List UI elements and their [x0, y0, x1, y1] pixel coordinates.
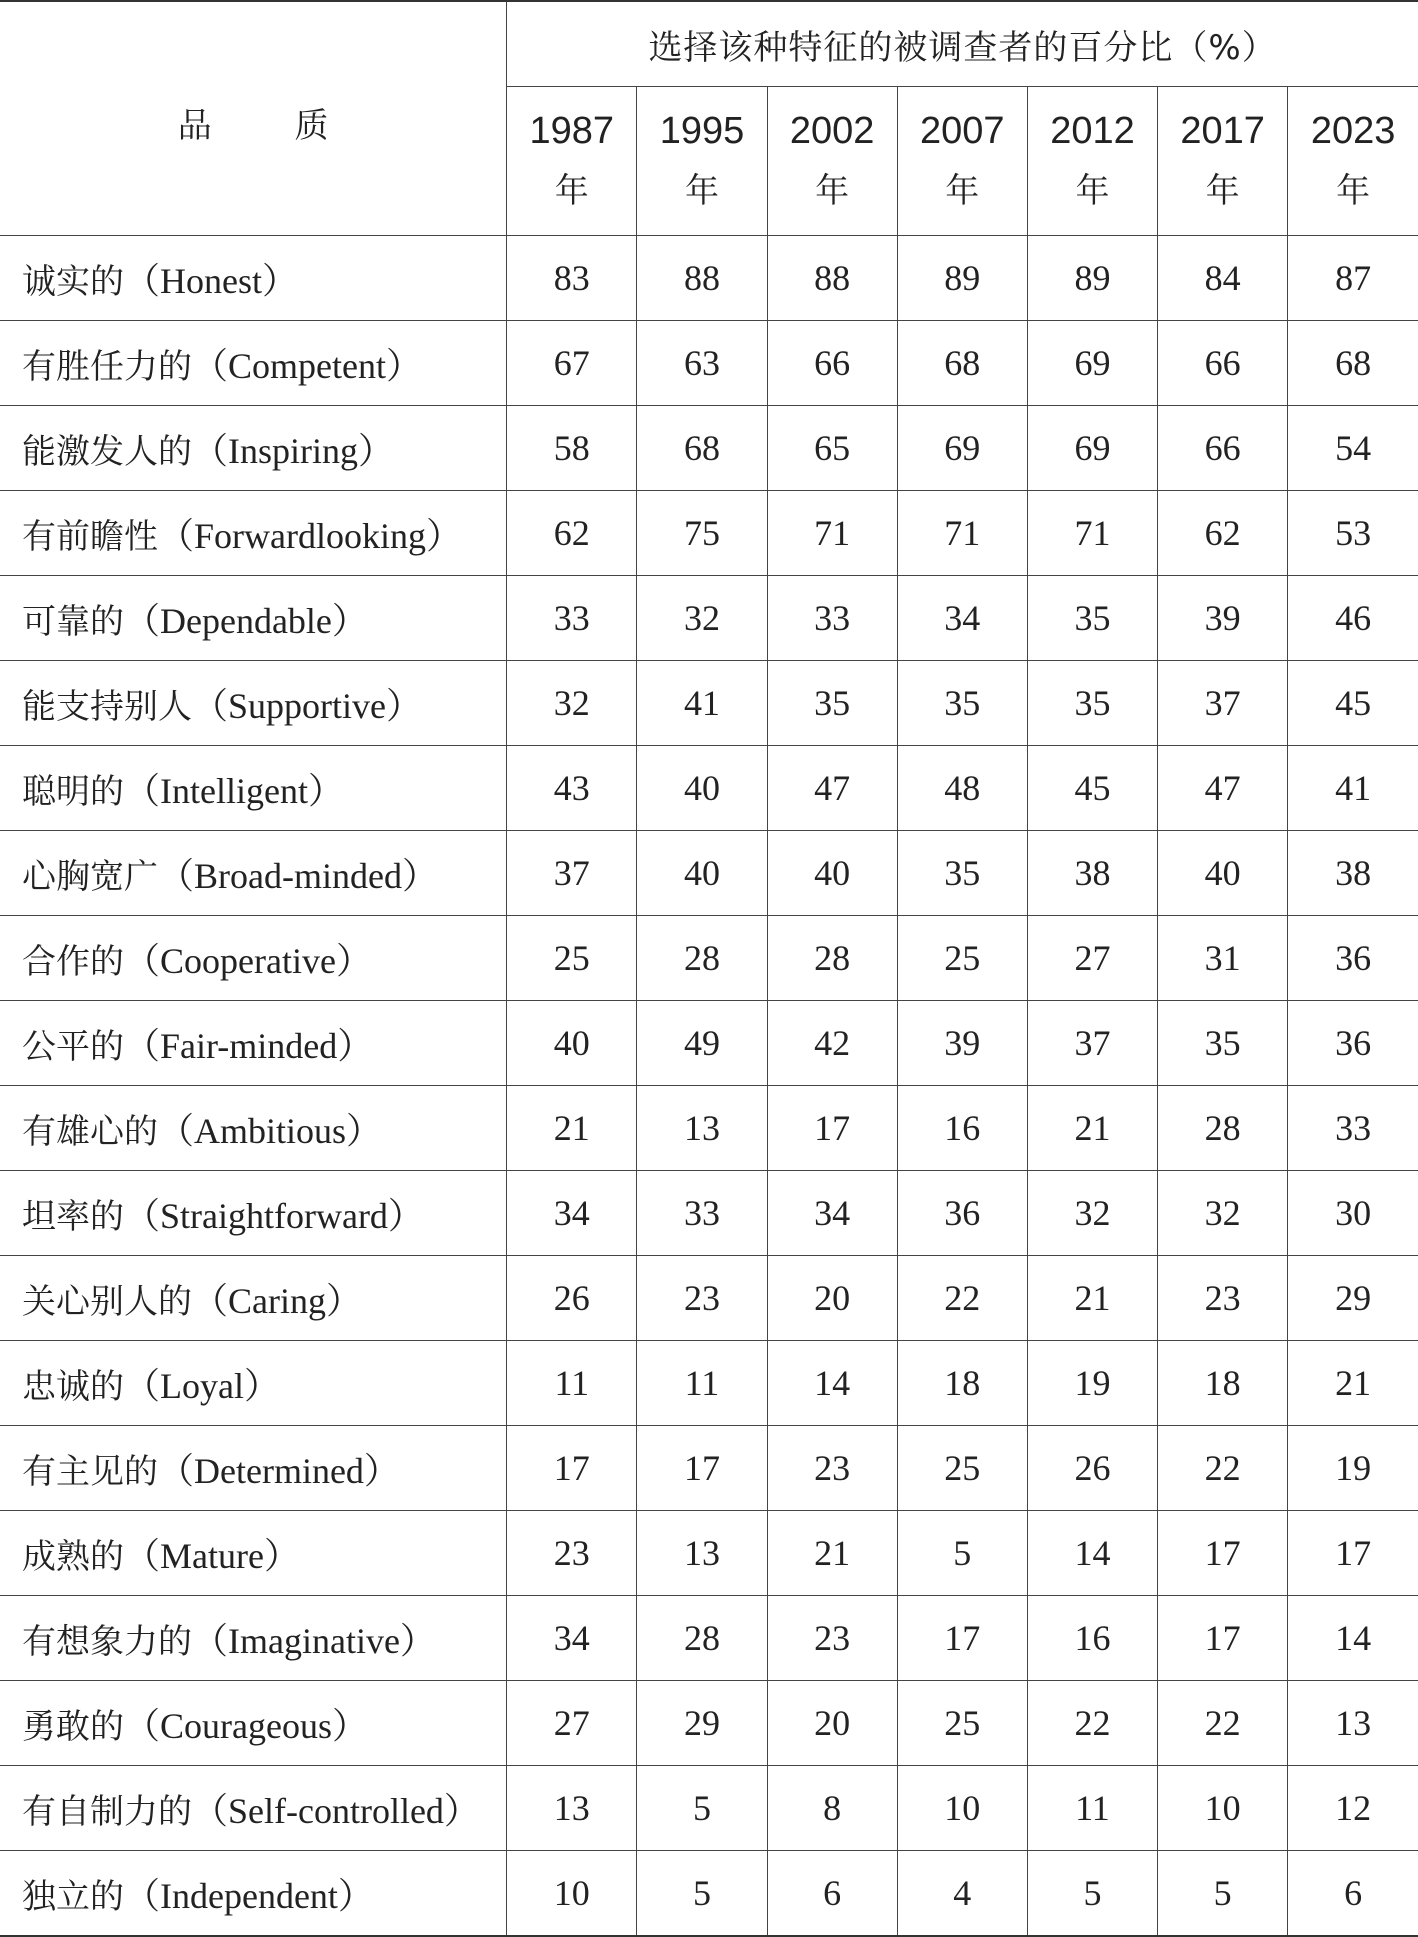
percentage-cell-2017: 37 [1158, 661, 1288, 746]
table-row [0, 1341, 1418, 1426]
table-row [0, 661, 1418, 746]
percentage-cell-2012: 69 [1027, 321, 1157, 406]
percentage-cell-2023: 12 [1288, 1766, 1418, 1851]
year-column-header-2023 [1288, 87, 1418, 236]
percentage-cell-2023: 87 [1288, 236, 1418, 321]
year-number: 1987 [529, 110, 615, 152]
quality-chinese-name: 关心别人的 [22, 1281, 192, 1322]
percentage-cell-2017: 10 [1158, 1766, 1288, 1851]
quality-english-name: （Fair-minded） [124, 1025, 374, 1066]
percentage-cell-2002: 66 [767, 321, 897, 406]
quality-chinese-name: 有想象力的 [22, 1621, 192, 1662]
percentage-cell-1995: 5 [637, 1851, 767, 1937]
percentage-cell-2023: 13 [1288, 1681, 1418, 1766]
percentage-cell-2007: 16 [897, 1086, 1027, 1171]
year-number: 2012 [1050, 110, 1135, 152]
percentage-cell-1995: 28 [637, 916, 767, 1001]
table-row [0, 236, 1418, 321]
percentage-cell-2002: 6 [767, 1851, 897, 1937]
table-row [0, 491, 1418, 576]
percentage-cell-2007: 35 [897, 831, 1027, 916]
table-row [0, 576, 1418, 661]
percentage-cell-1987: 13 [507, 1766, 637, 1851]
year-unit: 年 [815, 171, 850, 211]
percentage-cell-2023: 33 [1288, 1086, 1418, 1171]
quality-english-name: （Inspiring） [192, 430, 394, 471]
percentage-cell-1987: 33 [507, 576, 637, 661]
percentage-cell-2017: 5 [1158, 1851, 1288, 1937]
percentage-cell-2017: 32 [1158, 1171, 1288, 1256]
percentage-cell-2012: 26 [1027, 1426, 1157, 1511]
percentage-cell-2002: 20 [767, 1681, 897, 1766]
percentage-cell-2023: 36 [1288, 916, 1418, 1001]
percentage-cell-2002: 28 [767, 916, 897, 1001]
year-column-header-2002 [767, 87, 897, 236]
percentage-cell-2017: 22 [1158, 1426, 1288, 1511]
percentage-cell-1987: 43 [507, 746, 637, 831]
percentage-cell-2017: 23 [1158, 1256, 1288, 1341]
percentage-cell-2012: 35 [1027, 576, 1157, 661]
percentage-cell-1987: 58 [507, 406, 637, 491]
percentage-cell-1995: 40 [637, 831, 767, 916]
percentage-cell-2017: 40 [1158, 831, 1288, 916]
percentage-cell-1987: 21 [507, 1086, 637, 1171]
percentage-cell-1987: 40 [507, 1001, 637, 1086]
percentage-cell-2023: 19 [1288, 1426, 1418, 1511]
quality-english-name: （Independent） [124, 1875, 374, 1916]
table-row [0, 1086, 1418, 1171]
percentage-cell-1987: 67 [507, 321, 637, 406]
percentage-cell-1987: 34 [507, 1596, 637, 1681]
percentage-cell-2007: 4 [897, 1851, 1027, 1937]
percentage-cell-1995: 17 [637, 1426, 767, 1511]
quality-english-name: （Cooperative） [124, 940, 372, 981]
quality-cell [0, 1851, 507, 1937]
year-column-header-1987 [507, 87, 637, 236]
percentage-cell-2007: 22 [897, 1256, 1027, 1341]
quality-chinese-name: 有自制力的 [22, 1791, 192, 1832]
percentage-cell-2017: 66 [1158, 321, 1288, 406]
year-unit: 年 [1205, 171, 1240, 211]
percentage-cell-2007: 34 [897, 576, 1027, 661]
percentage-cell-1987: 32 [507, 661, 637, 746]
percentage-cell-1995: 13 [637, 1086, 767, 1171]
year-number: 2017 [1180, 110, 1265, 152]
percentage-cell-1987: 37 [507, 831, 637, 916]
table-row [0, 1766, 1418, 1851]
percentage-cell-2023: 54 [1288, 406, 1418, 491]
percentage-cell-2012: 19 [1027, 1341, 1157, 1426]
table-row [0, 1171, 1418, 1256]
year-column-header-1995 [637, 87, 767, 236]
percentage-cell-2017: 18 [1158, 1341, 1288, 1426]
quality-chinese-name: 有雄心的 [22, 1111, 158, 1152]
percentage-group-header: 选择该种特征的被调查者的百分比（%） [507, 1, 1418, 87]
percentage-cell-1995: 23 [637, 1256, 767, 1341]
percentage-cell-1987: 10 [507, 1851, 637, 1937]
quality-english-name: （Courageous） [124, 1705, 368, 1746]
quality-cell [0, 321, 507, 406]
percentage-cell-2012: 38 [1027, 831, 1157, 916]
percentage-cell-2012: 45 [1027, 746, 1157, 831]
percentage-cell-1995: 28 [637, 1596, 767, 1681]
percentage-cell-2007: 18 [897, 1341, 1027, 1426]
percentage-cell-2017: 47 [1158, 746, 1288, 831]
quality-chinese-name: 勇敢的 [22, 1706, 124, 1747]
quality-chinese-name: 有胜任力的 [22, 346, 192, 387]
percentage-cell-2012: 21 [1027, 1256, 1157, 1341]
percentage-cell-1987: 83 [507, 236, 637, 321]
percentage-cell-1995: 40 [637, 746, 767, 831]
quality-chinese-name: 成熟的 [22, 1536, 124, 1577]
percentage-cell-2012: 11 [1027, 1766, 1157, 1851]
table-row [0, 1681, 1418, 1766]
percentage-cell-2002: 42 [767, 1001, 897, 1086]
percentage-cell-2012: 22 [1027, 1681, 1157, 1766]
percentage-cell-2023: 53 [1288, 491, 1418, 576]
quality-column-label: 品 质 [177, 106, 365, 146]
percentage-cell-1995: 75 [637, 491, 767, 576]
quality-cell [0, 236, 507, 321]
table-body [0, 236, 1418, 1937]
quality-english-name: （Forwardlooking） [158, 515, 462, 556]
quality-english-name: （Loyal） [124, 1365, 280, 1406]
percentage-cell-2002: 17 [767, 1086, 897, 1171]
percentage-cell-2017: 62 [1158, 491, 1288, 576]
percentage-cell-1995: 49 [637, 1001, 767, 1086]
percentage-cell-2007: 71 [897, 491, 1027, 576]
percentage-cell-2007: 89 [897, 236, 1027, 321]
percentage-cell-1987: 27 [507, 1681, 637, 1766]
quality-cell [0, 746, 507, 831]
percentage-cell-1995: 63 [637, 321, 767, 406]
quality-chinese-name: 坦率的 [22, 1196, 124, 1237]
percentage-cell-1987: 25 [507, 916, 637, 1001]
percentage-cell-2007: 25 [897, 1681, 1027, 1766]
table-row [0, 321, 1418, 406]
year-unit: 年 [1336, 171, 1371, 211]
percentage-cell-2002: 88 [767, 236, 897, 321]
table-row [0, 1851, 1418, 1937]
quality-chinese-name: 聪明的 [22, 771, 124, 812]
table-row [0, 1256, 1418, 1341]
percentage-cell-2023: 41 [1288, 746, 1418, 831]
percentage-cell-2007: 39 [897, 1001, 1027, 1086]
percentage-cell-1995: 33 [637, 1171, 767, 1256]
quality-english-name: （Dependable） [124, 600, 368, 641]
year-unit: 年 [684, 171, 719, 211]
year-unit: 年 [554, 171, 589, 211]
percentage-cell-2012: 14 [1027, 1511, 1157, 1596]
year-number: 2007 [920, 110, 1005, 152]
quality-chinese-name: 有前瞻性 [22, 516, 158, 557]
quality-cell [0, 916, 507, 1001]
percentage-cell-2002: 47 [767, 746, 897, 831]
year-number: 1995 [659, 110, 745, 152]
percentage-cell-2002: 20 [767, 1256, 897, 1341]
table-row [0, 1426, 1418, 1511]
percentage-cell-2017: 39 [1158, 576, 1288, 661]
percentage-cell-2002: 65 [767, 406, 897, 491]
percentage-cell-2007: 69 [897, 406, 1027, 491]
percentage-cell-2002: 35 [767, 661, 897, 746]
percentage-cell-2007: 25 [897, 1426, 1027, 1511]
table-row [0, 1001, 1418, 1086]
quality-chinese-name: 公平的 [22, 1026, 124, 1067]
percentage-cell-1987: 17 [507, 1426, 637, 1511]
percentage-cell-2023: 21 [1288, 1341, 1418, 1426]
percentage-cell-2023: 30 [1288, 1171, 1418, 1256]
percentage-cell-1987: 26 [507, 1256, 637, 1341]
table-row [0, 1511, 1418, 1596]
percentage-cell-2017: 66 [1158, 406, 1288, 491]
quality-cell [0, 1596, 507, 1681]
quality-english-name: （Ambitious） [158, 1110, 383, 1151]
percentage-cell-2002: 8 [767, 1766, 897, 1851]
quality-chinese-name: 独立的 [22, 1876, 124, 1917]
percentage-cell-2023: 45 [1288, 661, 1418, 746]
quality-cell [0, 1256, 507, 1341]
percentage-cell-2002: 34 [767, 1171, 897, 1256]
year-number: 2023 [1310, 110, 1396, 152]
table-row [0, 406, 1418, 491]
percentage-cell-2007: 10 [897, 1766, 1027, 1851]
quality-english-name: （Intelligent） [124, 770, 344, 811]
quality-cell [0, 491, 507, 576]
percentage-cell-2023: 68 [1288, 321, 1418, 406]
percentage-cell-2012: 32 [1027, 1171, 1157, 1256]
year-column-header-2007 [897, 87, 1027, 236]
percentage-cell-2017: 35 [1158, 1001, 1288, 1086]
quality-cell [0, 831, 507, 916]
percentage-cell-2017: 22 [1158, 1681, 1288, 1766]
percentage-cell-2002: 71 [767, 491, 897, 576]
percentage-cell-1995: 13 [637, 1511, 767, 1596]
quality-english-name: （Mature） [124, 1535, 300, 1576]
quality-chinese-name: 合作的 [22, 941, 124, 982]
percentage-cell-1987: 23 [507, 1511, 637, 1596]
quality-chinese-name: 忠诚的 [22, 1366, 124, 1407]
percentage-cell-2007: 17 [897, 1596, 1027, 1681]
percentage-cell-2023: 38 [1288, 831, 1418, 916]
percentage-cell-1987: 11 [507, 1341, 637, 1426]
percentage-cell-2017: 31 [1158, 916, 1288, 1001]
percentage-cell-2023: 6 [1288, 1851, 1418, 1937]
quality-cell [0, 1086, 507, 1171]
quality-cell [0, 661, 507, 746]
quality-cell [0, 1426, 507, 1511]
year-number: 2002 [789, 110, 875, 152]
percentage-cell-2012: 71 [1027, 491, 1157, 576]
quality-cell [0, 1766, 507, 1851]
year-unit: 年 [945, 171, 980, 211]
quality-cell [0, 1001, 507, 1086]
quality-cell [0, 406, 507, 491]
percentage-cell-2007: 25 [897, 916, 1027, 1001]
percentage-cell-1995: 88 [637, 236, 767, 321]
table-row [0, 916, 1418, 1001]
percentage-cell-2017: 17 [1158, 1596, 1288, 1681]
quality-english-name: （Imaginative） [192, 1620, 436, 1661]
percentage-cell-1995: 29 [637, 1681, 767, 1766]
quality-cell [0, 1681, 507, 1766]
quality-cell [0, 1511, 507, 1596]
percentage-cell-2002: 23 [767, 1426, 897, 1511]
percentage-cell-1995: 68 [637, 406, 767, 491]
year-column-header-2012 [1027, 87, 1157, 236]
percentage-cell-2002: 14 [767, 1341, 897, 1426]
quality-english-name: （Caring） [192, 1280, 362, 1321]
quality-chinese-name: 能激发人的 [22, 431, 192, 472]
percentage-cell-2023: 36 [1288, 1001, 1418, 1086]
quality-chinese-name: 诚实的 [22, 261, 124, 302]
quality-chinese-name: 心胸宽广 [22, 856, 158, 897]
percentage-cell-2012: 27 [1027, 916, 1157, 1001]
percentage-cell-2012: 37 [1027, 1001, 1157, 1086]
quality-chinese-name: 有主见的 [22, 1451, 158, 1492]
percentage-cell-2007: 48 [897, 746, 1027, 831]
quality-english-name: （Straightforward） [124, 1195, 424, 1236]
quality-chinese-name: 能支持别人 [22, 686, 192, 727]
quality-english-name: （Self-controlled） [192, 1790, 480, 1831]
quality-chinese-name: 可靠的 [22, 601, 124, 642]
quality-english-name: （Competent） [192, 345, 422, 386]
percentage-cell-2002: 40 [767, 831, 897, 916]
quality-english-name: （Broad-minded） [158, 855, 438, 896]
quality-cell [0, 576, 507, 661]
percentage-cell-2012: 69 [1027, 406, 1157, 491]
percentage-cell-2007: 68 [897, 321, 1027, 406]
quality-cell [0, 1341, 507, 1426]
percentage-cell-2002: 21 [767, 1511, 897, 1596]
quality-english-name: （Supportive） [192, 685, 422, 726]
quality-column-header [0, 1, 507, 236]
percentage-cell-2017: 28 [1158, 1086, 1288, 1171]
percentage-cell-2007: 36 [897, 1171, 1027, 1256]
percentage-cell-2023: 17 [1288, 1511, 1418, 1596]
percentage-cell-2023: 46 [1288, 576, 1418, 661]
percentage-cell-2017: 17 [1158, 1511, 1288, 1596]
percentage-cell-2012: 89 [1027, 236, 1157, 321]
percentage-cell-1995: 32 [637, 576, 767, 661]
table-row [0, 831, 1418, 916]
percentage-cell-2007: 5 [897, 1511, 1027, 1596]
percentage-cell-1995: 5 [637, 1766, 767, 1851]
percentage-cell-2002: 23 [767, 1596, 897, 1681]
quality-english-name: （Determined） [158, 1450, 400, 1491]
percentage-cell-1987: 62 [507, 491, 637, 576]
percentage-cell-2002: 33 [767, 576, 897, 661]
percentage-cell-2012: 16 [1027, 1596, 1157, 1681]
percentage-cell-2012: 21 [1027, 1086, 1157, 1171]
percentage-cell-1995: 41 [637, 661, 767, 746]
percentage-cell-2023: 29 [1288, 1256, 1418, 1341]
quality-cell [0, 1171, 507, 1256]
percentage-cell-1987: 34 [507, 1171, 637, 1256]
percentage-cell-2012: 5 [1027, 1851, 1157, 1937]
percentage-cell-2017: 84 [1158, 236, 1288, 321]
percentage-cell-2023: 14 [1288, 1596, 1418, 1681]
year-column-header-2017 [1158, 87, 1288, 236]
table-row [0, 746, 1418, 831]
percentage-cell-2007: 35 [897, 661, 1027, 746]
percentage-cell-2012: 35 [1027, 661, 1157, 746]
percentage-cell-1995: 11 [637, 1341, 767, 1426]
quality-english-name: （Honest） [124, 260, 298, 301]
table-row [0, 1596, 1418, 1681]
year-unit: 年 [1075, 171, 1110, 211]
